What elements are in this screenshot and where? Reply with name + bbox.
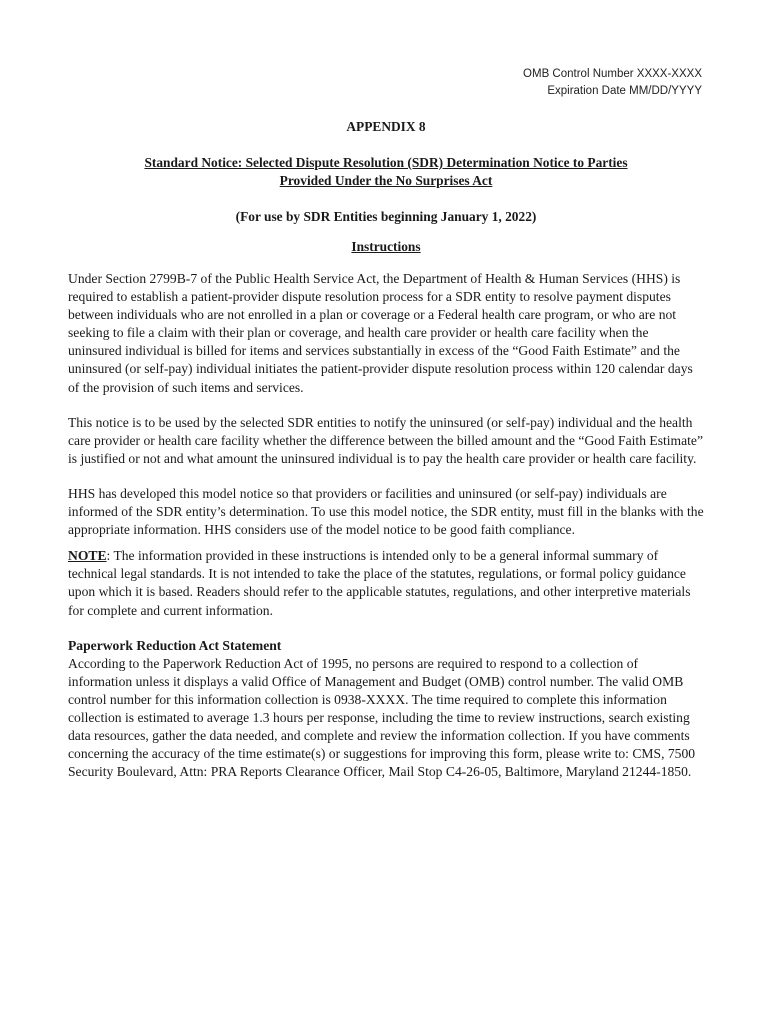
paragraph-statute: Under Section 2799B-7 of the Public Health Service Act, the Department of Health & Human Services (HHS) is required to establish a patient-provider dispute resolution process for a SDR entity to resolve payment disputes between individuals who are not enrolled in a plan or coverage or a Federal health care program, or who are not seeking to file a claim with their plan or coverage, and health care provider or health care facility when the uninsured individual is billed for items and services substantially in excess of the “Good Faith Estimate” and the uninsured (or self-pay) individual initiates the patient-provider dispute resolution process within 120 calendar days of the provision of such items and services. [68, 271, 693, 395]
paragraph-purpose: This notice is to be used by the selected SDR entities to notify the uninsured (or self-pay) individual and the health care provider or health care facility whether the difference between the billed amount and the “Good Faith Estimate” is justified or not and what amount the uninsured individual is to pay the health care provider or health care facility. [68, 414, 703, 466]
document-title-line-2: Provided Under the No Surprises Act [279, 173, 493, 188]
document-title [68, 154, 704, 190]
note-text: : The information provided in these instructions is intended only to be a general informal summary of technical legal standards. It is not intended to take the place of the statutes, regulations, or formal policy guidance upon which it is based. Readers should refer to the applicable statutes, regulations, and other interpretive materials for complete and current information. [68, 548, 691, 618]
omb-header [523, 66, 702, 99]
instructions-heading: Instructions [351, 239, 421, 254]
note-label: NOTE [68, 548, 107, 564]
expiration-date: Expiration Date MM/DD/YYYY [547, 84, 702, 97]
note-paragraph [68, 547, 704, 619]
document-subtitle: (For use by SDR Entities beginning January 1, 2022) [235, 209, 537, 224]
pra-heading: Paperwork Reduction Act Statement [68, 637, 282, 653]
pra-statement: According to the Paperwork Reduction Act of 1995, no persons are required to respond to a collection of information unless it displays a valid Office of Management and Budget (OMB) control number. The valid OMB control number for this information collection is 0938-XXXX. The time required to complete this information collection is estimated to average 1.3 hours per response, including the time to review instructions, search existing data resources, gather the data needed, and complete and review the information collection. If you have comments concerning the accuracy of the time estimate(s) or suggestions for improving this form, please write to: CMS, 7500 Security Boulevard, Attn: PRA Reports Clearance Officer, Mail Stop C4-26-05, Baltimore, Maryland 21244-1850. [68, 655, 696, 780]
paragraph-model-notice: HHS has developed this model notice so that providers or facilities and uninsured (or self-pay) individuals are informed of the SDR entity’s determination. To use this model notice, the SDR entity, must fill in the blanks with the appropriate information. HHS considers use of the model notice to be good faith compliance. [68, 485, 704, 538]
document-body [68, 118, 704, 781]
appendix-heading: APPENDIX 8 [346, 119, 426, 134]
document-title-line-1: Standard Notice: Selected Dispute Resolution (SDR) Determination Notice to Parties [144, 155, 628, 170]
omb-control-number: OMB Control Number XXXX-XXXX [523, 68, 702, 80]
